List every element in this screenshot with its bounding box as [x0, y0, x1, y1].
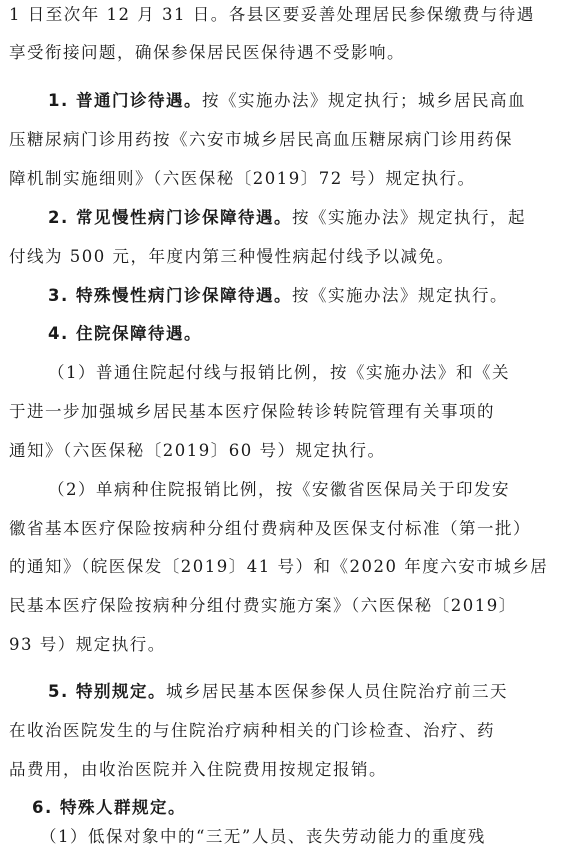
- text-run: （2）单病种住院报销比例，按《安徽省医保局关于印发安: [48, 480, 510, 499]
- text-line: [9, 398, 495, 426]
- text-run: 享受衔接问题，确保参保居民医保待遇不受影响。: [9, 43, 405, 62]
- text-run: 93 号）规定执行。: [9, 635, 166, 654]
- text-line: [9, 165, 475, 193]
- text-line: [9, 592, 517, 620]
- text-line: [9, 437, 385, 465]
- section-heading: 5. 特别规定。: [48, 682, 166, 701]
- text-run: （1）普通住院起付线与报销比例，按《实施办法》和《关: [48, 363, 510, 382]
- text-run: 障机制实施细则》（六医保秘〔2019〕72 号）规定执行。: [9, 169, 476, 188]
- text-line: [48, 359, 510, 387]
- section-heading-line: [48, 204, 526, 232]
- text-run: （1）低保对象中的“三无”人员、丧失劳动能力的重度残: [40, 827, 486, 846]
- text-run: 于进一步加强城乡居民基本医疗保险转诊转院管理有关事项的: [9, 402, 495, 421]
- section-heading-line: [32, 794, 186, 822]
- section-heading-line: [48, 678, 508, 706]
- text-run: 通知》（六医保秘〔2019〕60 号）规定执行。: [9, 441, 386, 460]
- text-run: 城乡居民基本医保参保人员住院治疗前三天: [166, 682, 508, 701]
- text-line: [9, 126, 513, 154]
- text-run: 在收治医院发生的与住院治疗病种相关的门诊检查、治疗、药: [9, 721, 495, 740]
- text-line: [9, 756, 387, 784]
- section-heading-line: [48, 282, 508, 310]
- text-line: [48, 476, 510, 504]
- text-run: 付线为 500 元，年度内第三种慢性病起付线予以减免。: [9, 247, 455, 266]
- text-line: [9, 1, 535, 29]
- text-run: 徽省基本医疗保险按病种分组付费病种及医保支付标准（第一批）: [9, 519, 531, 538]
- text-run: 按《实施办法》规定执行。: [292, 286, 508, 305]
- text-run: 按《实施办法》规定执行；城乡居民高血: [202, 91, 526, 110]
- text-run: 的通知》（皖医保发〔2019〕41 号）和《2020 年度六安市城乡居: [9, 557, 549, 576]
- section-heading-line: [48, 87, 526, 115]
- text-run: 民基本医疗保险按病种分组付费实施方案》（六医保秘〔2019〕: [9, 596, 517, 615]
- text-run: 压糖尿病门诊用药按《六安市城乡居民高血压糖尿病门诊用药保: [9, 130, 513, 149]
- section-heading: 2. 常见慢性病门诊保障待遇。: [48, 208, 292, 227]
- text-line: [9, 631, 166, 659]
- text-line: [9, 39, 405, 67]
- text-line: [9, 717, 495, 745]
- text-line: [9, 515, 531, 543]
- section-heading-line: [48, 320, 202, 348]
- text-line: [9, 243, 454, 271]
- text-run: 按《实施办法》规定执行，起: [292, 208, 526, 227]
- text-line: [40, 823, 486, 851]
- section-heading: 6. 特殊人群规定。: [32, 798, 186, 817]
- section-heading: 3. 特殊慢性病门诊保障待遇。: [48, 286, 292, 305]
- section-heading: 4. 住院保障待遇。: [48, 324, 202, 343]
- text-line: [9, 553, 548, 581]
- text-run: 1 日至次年 12 月 31 日。各县区要妥善处理居民参保缴费与待遇: [9, 5, 535, 24]
- text-run: 品费用，由收治医院并入住院费用按规定报销。: [9, 760, 387, 779]
- section-heading: 1. 普通门诊待遇。: [48, 91, 202, 110]
